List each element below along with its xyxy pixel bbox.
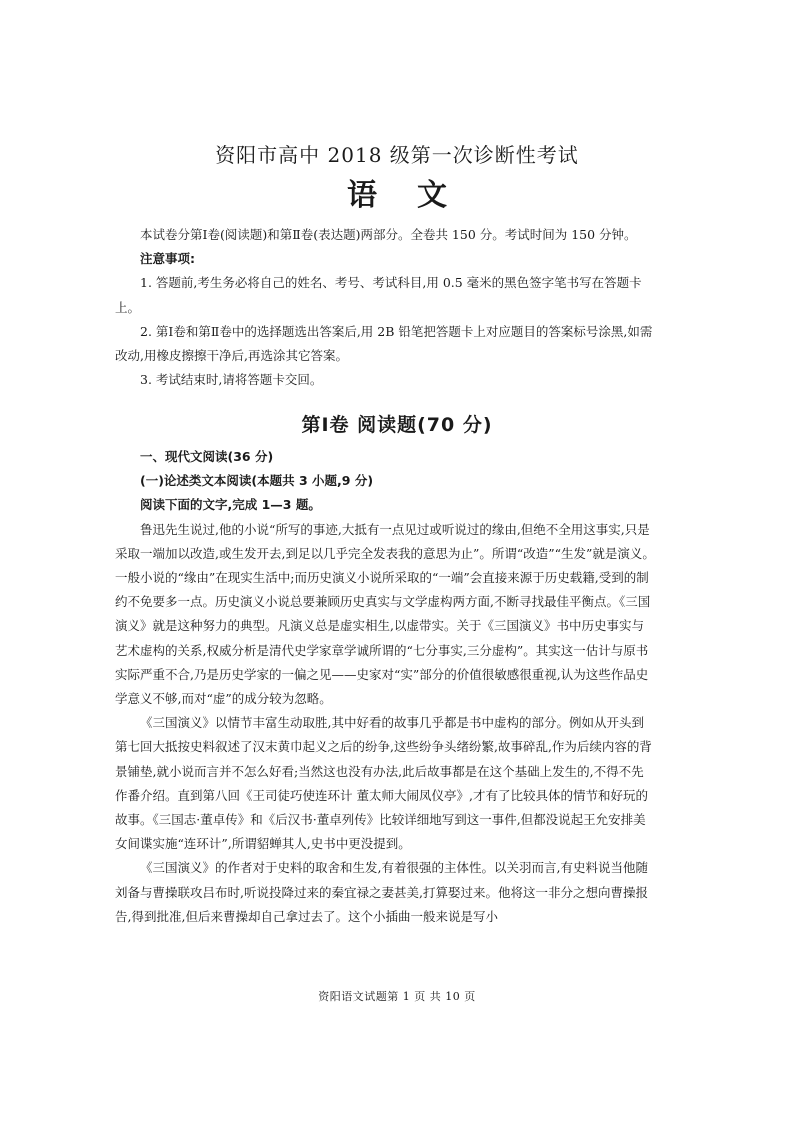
notes-heading: 注意事项:	[140, 251, 195, 267]
exam-instructions	[115, 223, 655, 392]
intro-text: 本试卷分第Ⅰ卷(阅读题)和第Ⅱ卷(表达题)两部分。全卷共 150 分。考试时间为 150 分钟。	[140, 227, 637, 242]
subpart-heading: (一)论述类文本阅读(本题共 3 小题,9 分)	[140, 473, 374, 489]
exam-title: 资阳市高中 2018 级第一次诊断性考试	[215, 143, 579, 167]
page-footer: 资阳语文试题第 1 页 共 10 页	[318, 990, 476, 1003]
passage-paragraph: 《三国演义》以情节丰富生动取胜,其中好看的故事几乎都是书中虚构的部分。例如从开头到第七回大抵按史料叙述了汉末黄巾起义之后的纷争,这些纷争头绪纷繁,故事碎乱,作为后续内容的背景铺垫,就小说而言并不怎么好看;当然这也没有办法,此后故事都是在这个基础上发生的,不得不先作番介绍。直到第八回《王司徒巧使连环计 董太师大闹凤仪亭》,才有了比较具体的情节和好玩的故事。《三国志·董卓传》和《后汉书·董卓列传》比较详细地写到这一事件,但都没说起王允安排美女间谍实施“连环计”,所谓貂蝉其人,史书中更没提到。	[115, 715, 652, 852]
part-heading: 一、现代文阅读(36 分)	[140, 449, 274, 464]
passage-paragraph: 鲁迅先生说过,他的小说“所写的事迹,大抵有一点见过或听说过的缘由,但绝不全用这事实,只是采取一端加以改造,或生发开去,到足以几乎完全发表我的意思为止”。所谓“改造”“生发”就是演义。一般小说的“缘由”在现实生活中;而历史演义小说所采取的“一端”会直接来源于历史载籍,受到的制约不免要多一点。历史演义小说总要兼顾历史真实与文学虚构两方面,不断寻找最佳平衡点。《三国演义》就是这种努力的典型。凡演义总是虚实相生,以虚带实。关于《三国演义》书中历史事实与艺术虚构的关系,权威分析是清代史学家章学诚所谓的“七分事实,三分虚构”。其实这一估计与原书实际严重不合,乃是历史学家的一偏之见——史家对“实”部分的价值很敏感很重视,认为这些作品史学意义不够,而对“虚”的成分较为忽略。	[115, 521, 655, 707]
note-item-2: 2. 第Ⅰ卷和第Ⅱ卷中的选择题选出答案后,用 2B 铅笔把答题卡上对应题目的答案标号涂黑,如需改动,用橡皮擦擦干净后,再选涂其它答案。	[115, 323, 653, 364]
subject-title: 语文	[347, 178, 487, 213]
section-title: 第Ⅰ卷 阅读题(70 分)	[301, 414, 493, 436]
reading-section	[115, 445, 655, 929]
reading-instruction: 阅读下面的文字,完成 1—3 题。	[140, 497, 321, 513]
note-item-3: 3. 考试结束时,请将答题卡交回。	[140, 372, 323, 388]
note-item-1: 1. 答题前,考生务必将自己的姓名、考号、考试科目,用 0.5 毫米的黑色签字笔书写在答题卡上。	[115, 275, 642, 315]
passage-paragraph: 《三国演义》的作者对于史料的取舍和生发,有着很强的主体性。以关羽而言,有史料说当他随刘备与曹操联攻吕布时,听说投降过来的秦宜禄之妻甚美,打算娶过来。他将这一非分之想向曹操报告,得到批准,但后来曹操却自己拿过去了。这个小插曲一般来说是写小	[115, 860, 648, 924]
